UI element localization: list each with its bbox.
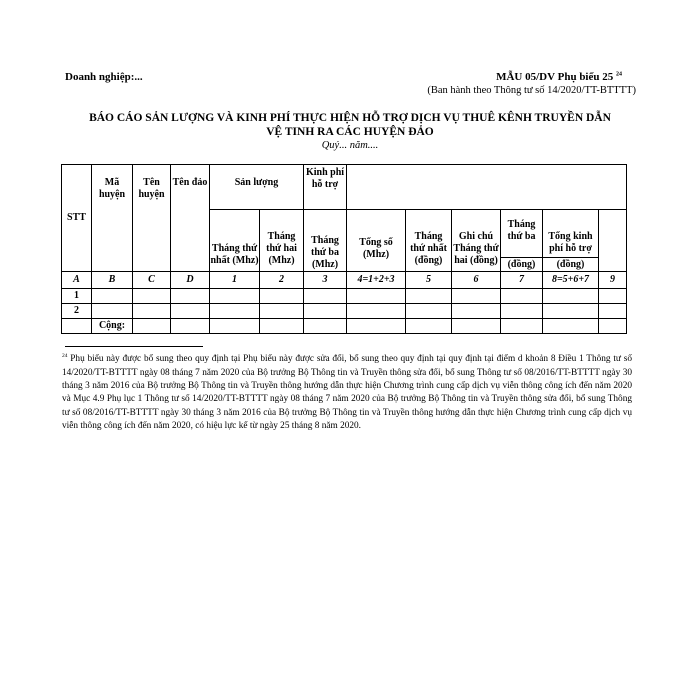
header-col9-blank xyxy=(599,210,627,272)
header-row-1 xyxy=(62,165,627,210)
company-label: Doanh nghiệp:... xyxy=(65,71,143,83)
form-number-footnote-ref: 24 xyxy=(616,71,622,78)
header-district-name: Tên huyện xyxy=(133,165,171,272)
form-number xyxy=(496,71,622,83)
report-title-line1: BÁO CÁO SẢN LƯỢNG VÀ KINH PHÍ THỰC HIỆN HỖ TRỢ DỊCH VỤ THUÊ KÊNH TRUYỀN DẪN xyxy=(89,112,611,124)
footnote-text: Phụ biểu này được bổ sung theo quy định tại Phụ biểu này được sửa đổi, bổ sung theo quy định tại quy định tại điểm d khoản 8 Điều 1 Thông tư số 14/2020/TT-BTTTT ngày 08 tháng 7 năm 2020 của Bộ trưởng Bộ Thông tin và Truyền thông sửa đổi, bổ sung Thông tư số 08/2016/TT-BTTTT ngày 30 tháng 3 năm 2016 của Bộ trưởng Bộ Thông tin và Truyền thông hướng dẫn thực hiện Chương trình cung cấp dịch vụ viễn thông công ích đến năm 2020 và Mục 4.9 Phụ lục 1 Thông tư số 14/2020/TT-BTTTT ngày 08 tháng 7 năm 2020 của Bộ trưởng Bộ Thông tin và Truyền thông sửa đổi, bổ sung Thông tư số 08/2016/TT-BTTTT ngày 30 tháng 3 năm 2016 của Bộ trưởng Bộ Thông tin và Truyền thông hướng dẫn thực hiện Chương trình cung cấp dịch vụ viễn thông công ích đến năm 2020, có hiệu lực kể từ ngày 25 tháng 8 năm 2020. xyxy=(62,354,632,432)
header-total-mhz: Tổng số (Mhz) xyxy=(347,210,406,272)
total-row xyxy=(62,319,627,334)
index-cell: A xyxy=(62,272,92,289)
index-cell: 4=1+2+3 xyxy=(347,272,406,289)
footnote-divider xyxy=(65,346,203,347)
index-row xyxy=(62,272,627,289)
header-month1-vnd: Tháng thứ nhất (đồng) xyxy=(406,210,452,272)
header-island-name: Tên đảo xyxy=(171,165,210,272)
row-stt: 2 xyxy=(62,304,92,319)
total-label: Cộng: xyxy=(92,319,133,334)
report-title-line2: VỆ TINH RA CÁC HUYỆN ĐẢO xyxy=(266,126,434,138)
header-stt: STT xyxy=(62,165,92,272)
header-blank xyxy=(347,165,627,210)
index-cell: 3 xyxy=(304,272,347,289)
header-month3-mhz: Tháng thứ ba (Mhz) xyxy=(304,210,347,272)
row-stt: 1 xyxy=(62,289,92,304)
header-total-vnd-label: Tổng kinh phí hỗ trợ xyxy=(548,231,593,254)
header-month3-vnd-unit: (đồng) xyxy=(501,257,542,271)
index-cell: 8=5+6+7 xyxy=(543,272,599,289)
index-cell: 1 xyxy=(210,272,260,289)
index-cell: 7 xyxy=(501,272,543,289)
header-month1-mhz: Tháng thứ nhất (Mhz) xyxy=(210,210,260,272)
index-cell: 6 xyxy=(452,272,501,289)
form-number-text: MẪU 05/DV Phụ biểu 25 xyxy=(496,71,614,83)
footnote xyxy=(62,350,632,434)
header-month2-vnd-label: Tháng thứ hai (đồng) xyxy=(453,243,499,266)
index-cell: C xyxy=(133,272,171,289)
header-note: Ghi chú xyxy=(458,231,494,242)
header-district-code: Mã huyện xyxy=(92,165,133,272)
index-cell: B xyxy=(92,272,133,289)
index-cell: D xyxy=(171,272,210,289)
report-table xyxy=(61,164,627,334)
index-cell: 2 xyxy=(260,272,304,289)
header-month2-vnd xyxy=(452,210,501,272)
report-title xyxy=(0,111,700,139)
header-output: Sản lượng xyxy=(210,165,304,210)
header-total-vnd-unit: (đồng) xyxy=(543,257,598,271)
header-total-vnd xyxy=(543,210,599,272)
table-row xyxy=(62,289,627,304)
report-period: Quý... năm.... xyxy=(321,140,379,151)
issued-by: (Ban hành theo Thông tư số 14/2020/TT-BTTTT) xyxy=(427,85,636,96)
index-cell: 9 xyxy=(599,272,627,289)
header-month3-vnd-label: Tháng thứ ba xyxy=(507,219,536,242)
header-support: Kinh phí hỗ trợ xyxy=(304,165,347,210)
footnote-ref: 24 xyxy=(62,353,68,359)
index-cell: 5 xyxy=(406,272,452,289)
header-month3-vnd xyxy=(501,210,543,272)
header-month2-mhz: Tháng thứ hai (Mhz) xyxy=(260,210,304,272)
table-row xyxy=(62,304,627,319)
